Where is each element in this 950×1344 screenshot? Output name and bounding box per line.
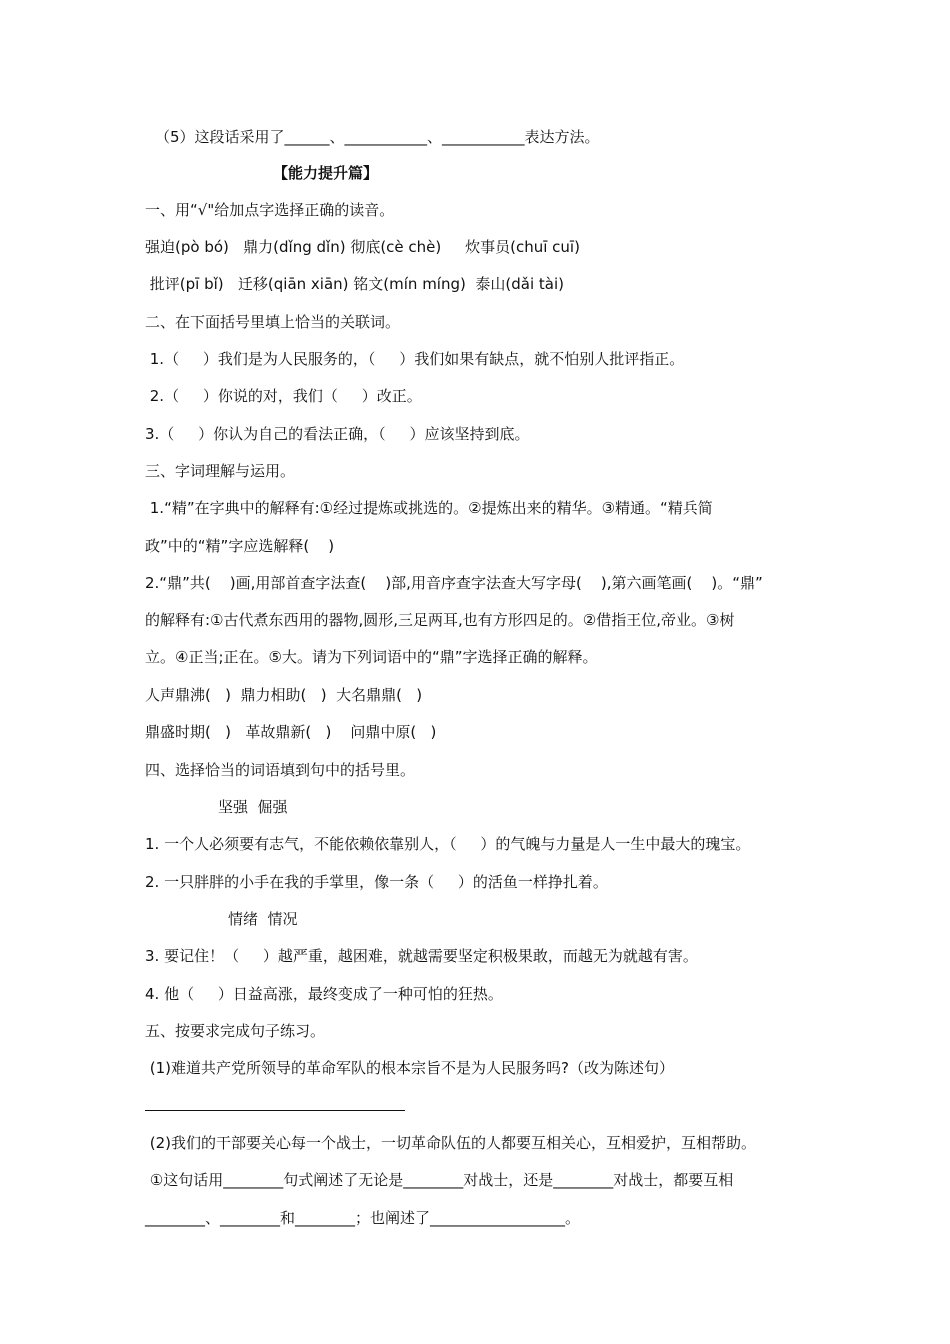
text-line: 强迫(pò bó) 鼎力(dǐng dǐn) 彻底(cè chè) 炊事员(chuī cuī) — [145, 238, 580, 256]
question-line: (2)我们的干部要关心每一个战士，一切革命队伍的人都要互相关心，互相爱护，互相帮助。 — [145, 1134, 757, 1152]
section-title: 【能力提升篇】 — [273, 164, 379, 182]
question-line: 3.（ ）你认为自己的看法正确，（ ）应该坚持到底。 — [145, 425, 530, 443]
question-line: 的解释有:①古代煮东西用的器物,圆形,三足两耳,也有方形四足的。②借指王位,帝业。③树 — [145, 611, 735, 629]
section-heading: 四、选择恰当的词语填到句中的括号里。 — [145, 761, 416, 779]
question-line: 2.（ ）你说的对，我们（ ）改正。 — [145, 387, 422, 405]
section-heading: 三、字词理解与运用。 — [145, 462, 296, 480]
question-line: 1. 一个人必须要有志气，不能依赖依靠别人，（ ）的气魄与力量是人一生中最大的瑰宝。 — [145, 835, 751, 853]
question-line: 1.“精”在字典中的解释有:①经过提炼或挑选的。②提炼出来的精华。③精通。“精兵简 — [145, 499, 713, 517]
question-line: 政”中的“精”字应选解释( ) — [145, 537, 335, 555]
question-line: 1.（ ）我们是为人民服务的，（ ）我们如果有缺点，就不怕别人批评指正。 — [145, 350, 685, 368]
section-heading: 二、在下面括号里填上恰当的关联词。 — [145, 313, 401, 331]
question-line: 人声鼎沸( ) 鼎力相助( ) 大名鼎鼎( ) — [145, 686, 423, 704]
question-line: ①这句话用________句式阐述了无论是________对战士，还是________对战士，都要互相 — [145, 1171, 734, 1189]
text-line: 批评(pī bǐ) 迁移(qiān xiān) 铭文(mín míng) 泰山(dǎi tài) — [145, 275, 564, 293]
question-line: 3. 要记住！（ ）越严重，越困难，就越需要坚定积极果敢，而越无为就越有害。 — [145, 947, 698, 965]
section-heading: 一、用“√"给加点字选择正确的读音。 — [145, 201, 395, 219]
question-line: (1)难道共产党所领导的革命军队的根本宗旨不是为人民服务吗?（改为陈述句） — [145, 1059, 674, 1077]
word-choices: 情绪 情况 — [228, 910, 298, 928]
question-line: 2. 一只胖胖的小手在我的手掌里，像一条（ ）的活鱼一样挣扎着。 — [145, 873, 608, 891]
question-line: 鼎盛时期( ) 革故鼎新( ) 问鼎中原( ) — [145, 723, 437, 741]
word-choices: 坚强 倔强 — [218, 798, 288, 816]
question-line: ________、________和________；也阐述了__________________。 — [145, 1209, 581, 1227]
text-line: （5）这段话采用了______、___________、___________表达方法。 — [155, 128, 600, 146]
question-line: 2.“鼎”共( )画,用部首查字法查( )部,用音序查字法查大写字母( ),第六画笔画( )。“鼎” — [145, 574, 763, 592]
question-line: 立。④正当;正在。⑤大。请为下列词语中的“鼎”字选择正确的解释。 — [145, 648, 598, 666]
section-heading: 五、按要求完成句子练习。 — [145, 1022, 326, 1040]
question-line: 4. 他（ ）日益高涨，最终变成了一种可怕的狂热。 — [145, 985, 503, 1003]
answer-line — [145, 1110, 405, 1111]
